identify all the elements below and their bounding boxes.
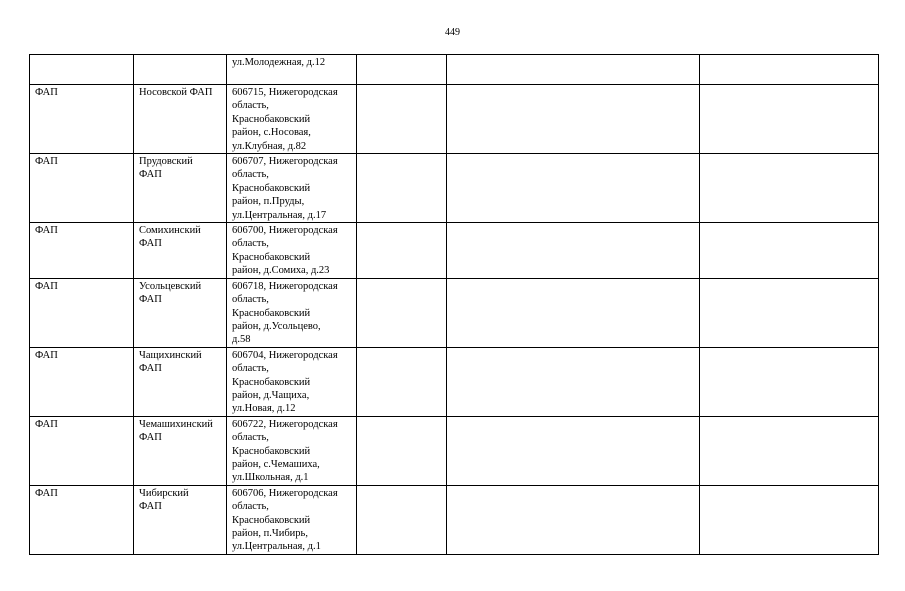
empty-cell: [357, 223, 447, 279]
name-cell: Усольцевский ФАП: [134, 278, 227, 347]
table-row: [30, 55, 879, 85]
empty-cell: [700, 55, 879, 85]
address-cell: 606715, Нижегородская область, Краснобаковский район, с.Носовая, ул.Клубная, д.82: [227, 85, 357, 154]
empty-cell: [447, 55, 700, 85]
empty-cell: [357, 347, 447, 416]
empty-cell: [357, 154, 447, 223]
address-cell: ул.Молодежная, д.12: [227, 55, 357, 85]
empty-cell: [447, 278, 700, 347]
type-cell: ФАП: [30, 347, 134, 416]
empty-cell: [447, 485, 700, 554]
table-row: [30, 154, 879, 223]
address-cell: 606722, Нижегородская область, Краснобаковский район, с.Чемашиха, ул.Школьная, д.1: [227, 416, 357, 485]
name-cell: [134, 55, 227, 85]
table-row: [30, 223, 879, 279]
page-number: 449: [445, 27, 460, 38]
type-cell: ФАП: [30, 416, 134, 485]
empty-cell: [700, 278, 879, 347]
empty-cell: [447, 416, 700, 485]
empty-cell: [447, 154, 700, 223]
address-cell: 606706, Нижегородская область, Краснобаковский район, п.Чибирь, ул.Центральная, д.1: [227, 485, 357, 554]
empty-cell: [357, 416, 447, 485]
name-cell: Чемашихинский ФАП: [134, 416, 227, 485]
type-cell: [30, 55, 134, 85]
facilities-table: [29, 54, 879, 555]
empty-cell: [357, 278, 447, 347]
empty-cell: [700, 154, 879, 223]
empty-cell: [700, 223, 879, 279]
empty-cell: [357, 85, 447, 154]
address-cell: 606704, Нижегородская область, Краснобаковский район, д.Чащиха, ул.Новая, д.12: [227, 347, 357, 416]
name-cell: Чащихинский ФАП: [134, 347, 227, 416]
table-row: [30, 485, 879, 554]
type-cell: ФАП: [30, 85, 134, 154]
name-cell: Прудовский ФАП: [134, 154, 227, 223]
name-cell: Сомихинский ФАП: [134, 223, 227, 279]
table-row: [30, 347, 879, 416]
name-cell: Чибирский ФАП: [134, 485, 227, 554]
type-cell: ФАП: [30, 223, 134, 279]
type-cell: ФАП: [30, 485, 134, 554]
empty-cell: [447, 347, 700, 416]
address-cell: 606718, Нижегородская область, Краснобаковский район, д.Усольцево, д.58: [227, 278, 357, 347]
empty-cell: [700, 85, 879, 154]
type-cell: ФАП: [30, 154, 134, 223]
empty-cell: [700, 485, 879, 554]
empty-cell: [700, 347, 879, 416]
table-row: [30, 416, 879, 485]
empty-cell: [357, 485, 447, 554]
empty-cell: [357, 55, 447, 85]
type-cell: ФАП: [30, 278, 134, 347]
table-row: [30, 278, 879, 347]
empty-cell: [447, 223, 700, 279]
name-cell: Носовской ФАП: [134, 85, 227, 154]
address-cell: 606700, Нижегородская область, Краснобаковский район, д.Сомиха, д.23: [227, 223, 357, 279]
table-row: [30, 85, 879, 154]
address-cell: 606707, Нижегородская область, Краснобаковский район, п.Пруды, ул.Центральная, д.17: [227, 154, 357, 223]
empty-cell: [447, 85, 700, 154]
empty-cell: [700, 416, 879, 485]
